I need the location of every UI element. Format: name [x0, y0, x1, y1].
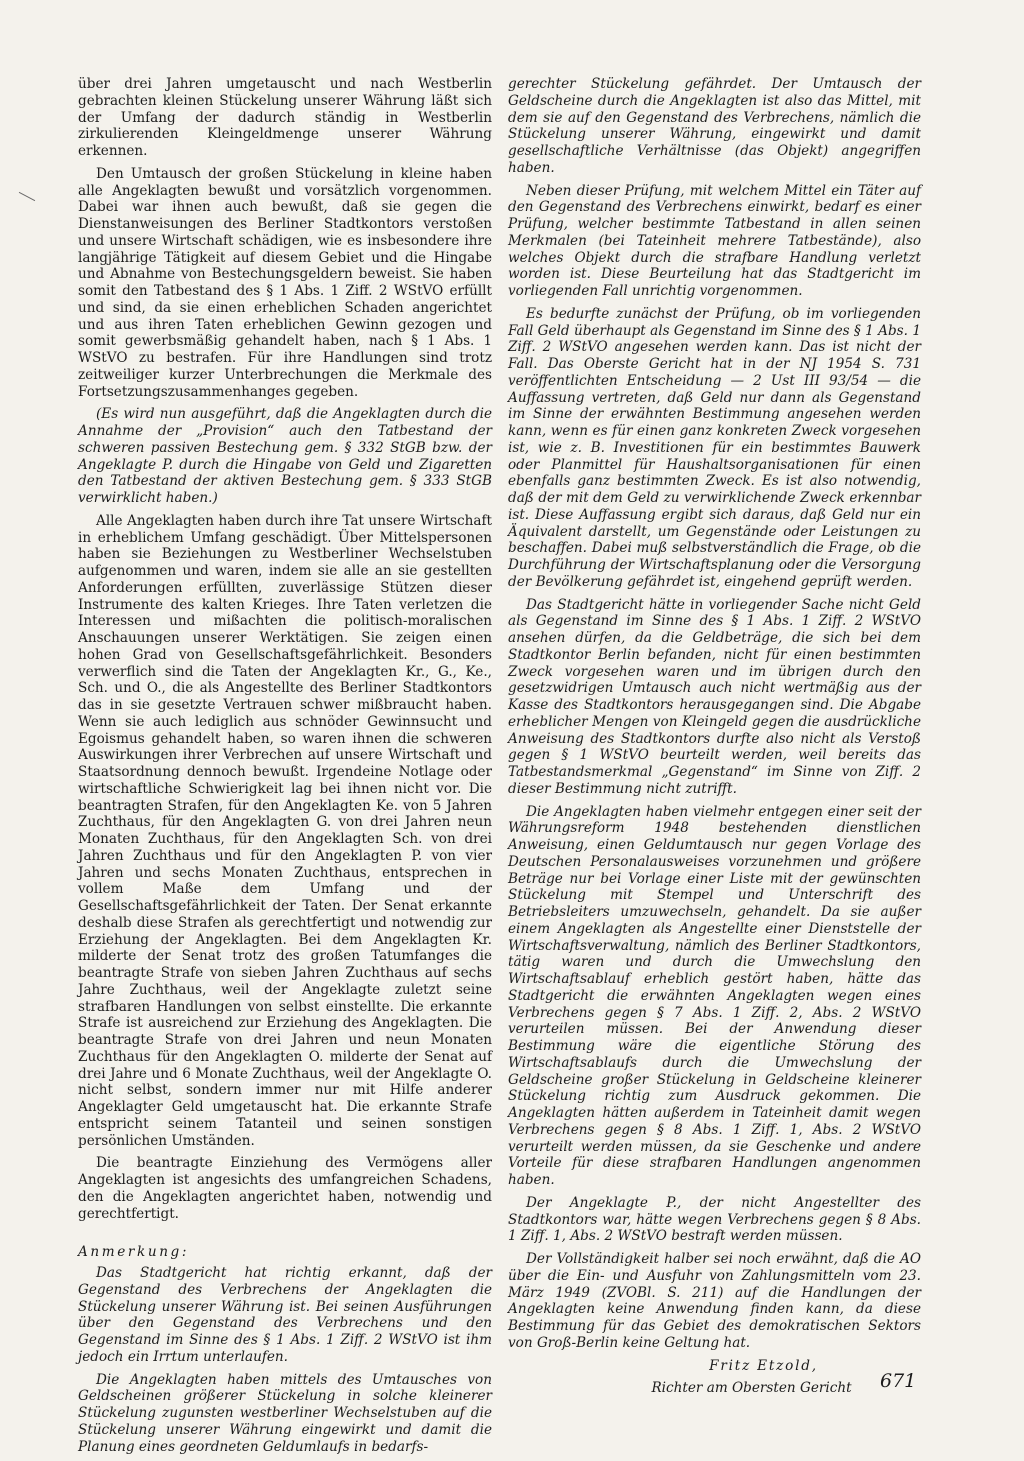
paragraph: über drei Jahren umgetauscht und nach Westberlin gebrachten kleinen Stückelung unserer Währung läßt sich der Umfang der dadurch ständig in Westberlin zirkulierenden Kleingeldmenge unserer Währung erkennen.	[78, 76, 492, 159]
annotation-heading: Anmerkung:	[78, 1244, 190, 1261]
paragraph: (Es wird nun ausgeführt, daß die Angeklagten durch die Annahme der „Provision“ auch den Tatbestand der schweren passiven Bestechung gem. § 332 StGB bzw. der Angeklagte P. durch die Hingabe von Geld und Zigaretten den Tatbestand der aktiven Bestechung gem. § 333 StGB verwirklicht haben.)	[78, 406, 492, 506]
paragraph: Der Angeklagte P., der nicht Angestellter des Stadtkontors war, hätte wegen Verbrechens gegen § 8 Abs. 1 Ziff. 1, Abs. 2 WStVO bestraft werden müssen.	[508, 1194, 921, 1245]
signature-name: Fritz Etzold,	[709, 1357, 818, 1374]
paragraph: Den Umtausch der großen Stückelung in kleine haben alle Angeklagten bewußt und vorsätzlich vorgenommen. Dabei war ihnen auch bewußt, daß sie gegen die Dienstanweisungen des Berliner Stadtkontors verstoßen und unsere Wirtschaft schädigen, wie es insbesondere ihre langjährige Tätigkeit auf diesem Gebiet und die Hingabe und Abnahme von Bestechungsgeldern beweist. Sie haben somit den Tatbestand des § 1 Abs. 1 Ziff. 2 WStVO erfüllt und sind, da sie einen erheblichen Schaden angerichtet und aus ihren Taten erheblichen Gewinn gezogen und somit gewerbsmäßig gehandelt haben, nach § 1 Abs. 1 WStVO zu bestrafen. Für ihre Handlungen sind trotz zeitweiliger kurzer Unterbrechungen die Merkmale des Fortsetzungszusammenhanges gegeben.	[78, 165, 492, 400]
paragraph: Der Vollständigkeit halber sei noch erwähnt, daß die AO über die Ein- und Ausfuhr von Zahlungsmitteln vom 23. März 1949 (ZVOBl. S. 211) auf die Handlungen der Angeklagten keine Anwendung finden kann, da diese Bestimmung für das Gebiet des demokratischen Sektors von Groß-Berlin keine Geltung hat.	[508, 1251, 921, 1351]
left-column	[78, 76, 492, 1461]
margin-mark	[19, 192, 35, 201]
paragraph: Die beantragte Einziehung des Vermögens aller Angeklagten ist angesichts des umfangreichen Schadens, den die Angeklagten angerichtet haben, notwendig und gerechtfertigt.	[78, 1155, 492, 1222]
paragraph: Das Stadtgericht hat richtig erkannt, daß der Gegenstand des Verbrechens der Angeklagten die Stückelung unserer Währung ist. Bei seinen Ausführungen über den Gegenstand des Verbrechens und den Gegenstand im Sinne des § 1 Abs. 1 Ziff. 2 WStVO ist ihm jedoch ein Irrtum unterlaufen.	[78, 1265, 492, 1365]
paragraph: Die Angeklagten haben mittels des Umtausches von Geldscheinen größerer Stückelung in solche kleinerer Stückelung zugunsten westberliner Wechselstuben auf die Stückelung unserer Währung eingewirkt und damit die Planung eines geordneten Geldumlaufs in bedarfs-	[78, 1371, 492, 1455]
paragraph: Neben dieser Prüfung, mit welchem Mittel ein Täter auf den Gegenstand des Verbrechens einwirkt, bedarf es einer Prüfung, welcher bestimmte Tatbestand in allen seinen Merkmalen (bei Tateinheit mehrere Tatbestände), also welches Objekt durch die strafbare Handlung verletzt worden ist. Diese Beurteilung hat das Stadtgericht im vorliegenden Fall unrichtig vorgenommen.	[508, 182, 921, 299]
signature-title: Richter am Obersten Gericht	[651, 1380, 852, 1397]
paragraph: Das Stadtgericht hätte in vorliegender Sache nicht Geld als Gegenstand im Sinne des § 1 Abs. 1 Ziff. 2 WStVO ansehen dürfen, da die Geldbeträge, die sich bei dem Stadtkontor Berlin befanden, nicht für einen bestimmten Zweck vorgesehen waren und im übrigen durch den gesetzwidrigen Umtausch auch nicht wertmäßig aus der Kasse des Stadtkontors herausgegangen sind. Die Abgabe erheblicher Mengen von Kleingeld gegen die ausdrückliche Anweisung des Stadtkontors durfte also nicht als Verstoß gegen § 1 WStVO beurteilt werden, weil bereits das Tatbestandsmerkmal „Gegenstand“ im Sinne von Ziff. 2 dieser Bestimmung nicht zutrifft.	[508, 596, 921, 797]
paragraph: Es bedurfte zunächst der Prüfung, ob im vorliegenden Fall Geld überhaupt als Gegenstand im Sinne des § 1 Abs. 1 Ziff. 2 WStVO angesehen werden kann. Das ist nicht der Fall. Das Oberste Gericht hat in der NJ 1954 S. 731 veröffentlichten Entscheidung — 2 Ust III 93/54 — die Auffassung vertreten, daß Geld nur dann als Gegenstand im Sinne der erwähnten Bestimmung angesehen werden kann, wenn es für einen ganz konkreten Zweck vorgesehen ist, wie z. B. Investitionen für ein bestimmtes Bauwerk oder Planmittel für Haushaltsorganisationen für einen ebenfalls ganz bestimmten Zweck. Es ist also notwendig, daß der mit dem Geld zu verwirklichende Zweck erkennbar ist. Diese Auffassung ergibt sich daraus, daß Geld nur ein Äquivalent darstellt, um Gegenstände oder Leistungen zu beschaffen. Dabei muß selbstverständlich die Frage, ob die Durchführung der Wirtschaftsplanung oder die Versorgung der Bevölkerung gefährdet ist, eingehend geprüft werden.	[508, 305, 921, 590]
page-number: 671	[880, 1370, 917, 1392]
right-column	[508, 76, 921, 1403]
paragraph: Alle Angeklagten haben durch ihre Tat unsere Wirtschaft in erheblichem Umfang geschädigt. Über Mittelspersonen haben sie Beziehungen zu Westberliner Wechselstuben aufgenommen und waren, indem sie alle an sie gestellten Anforderungen erfüllten, zuverlässige Stützen dieser Instrumente des kalten Krieges. Ihre Taten verletzen die Interessen und mißachten die politisch-moralischen Anschauungen unserer Werktätigen. Sie zeigen einen hohen Grad von Gesellschaftsgefährlichkeit. Besonders verwerflich sind die Taten der Angeklagten Kr., G., Ke., Sch. und O., die als Angestellte des Berliner Stadtkontors das in sie gesetzte Vertrauen schwer mißbraucht haben. Wenn sie auch lediglich aus schnöder Gewinnsucht und Egoismus gehandelt haben, so waren ihnen die schweren Auswirkungen ihrer Verbrechen auf unsere Wirtschaft und Staatsordnung dennoch bewußt. Irgendeine Notlage oder wirtschaftliche Schwierigkeit lag bei ihnen nicht vor. Die beantragten Strafen, für den Angeklagten Ke. von 5 Jahren Zuchthaus, für den Angeklagten G. von drei Jahren neun Monaten Zuchthaus, für den Angeklagten Sch. von drei Jahren Zuchthaus und für den Angeklagten P. von vier Jahren und sechs Monaten Zuchthaus, entsprechen in vollem Maße dem Umfang und der Gesellschaftsgefährlichkeit der Taten. Der Senat erkannte deshalb diese Strafen als gerechtfertigt und notwendig zur Erziehung der Angeklagten. Bei dem Angeklagten Kr. milderte der Senat trotz des großen Tatumfanges die beantragte Strafe von sieben Jahren Zuchthaus auf sechs Jahre Zuchthaus, weil der Angeklagte zuletzt seine strafbaren Handlungen von selbst einstellte. Die erkannte Strafe ist ausreichend zur Erziehung des Angeklagten. Die beantragte Strafe von drei Jahren und neun Monaten Zuchthaus für den Angeklagten O. milderte der Senat auf drei Jahre und 6 Monate Zuchthaus, weil der Angeklagte O. nicht selbst, sondern immer nur mit Hilfe anderer Angeklagter Geld umgetauscht hat. Die erkannte Strafe entspricht seinem Tatanteil und seinen sonstigen persönlichen Umständen.	[78, 512, 492, 1149]
paragraph: gerechter Stückelung gefährdet. Der Umtausch der Geldscheine durch die Angeklagten ist also das Mittel, mit dem sie auf den Gegenstand des Verbrechens, nämlich die Stückelung unserer Währung, eingewirkt und damit gesellschaftliche Verhältnisse (das Objekt) angegriffen haben.	[508, 76, 921, 176]
paragraph: Die Angeklagten haben vielmehr entgegen einer seit der Währungsreform 1948 bestehenden dienstlichen Anweisung, einen Geldumtausch nur gegen Vorlage des Deutschen Personalausweises vorzunehmen und größere Beträge nur bei Vorlage einer Liste mit der gewünschten Stückelung mit Stempel und Unterschrift des Betriebsleiters umzuwechseln, gehandelt. Da sie außer einem Angeklagten als Angestellte einer Dienststelle der Wirtschaftsverwaltung, nämlich des Berliner Stadtkontors, tätig waren und durch die Umwechslung den Wirtschaftsablauf erheblich gestört haben, hätte das Stadtgericht die erwähnten Angeklagten wegen eines Verbrechens gegen § 7 Abs. 1 Ziff. 2, Abs. 2 WStVO verurteilen müssen. Bei der Anwendung dieser Bestimmung wäre die eigentliche Störung des Wirtschaftsablaufs durch die Umwechslung der Geldscheine großer Stückelung in Geldscheine kleinerer Stückelung richtig zum Ausdruck gekommen. Die Angeklagten hätten außerdem in Tateinheit damit wegen Verbrechens gegen § 8 Abs. 1 Ziff. 1, Abs. 2 WStVO verurteilt werden müssen, da sie Geschenke und andere Vorteile für diese strafbaren Handlungen angenommen haben.	[508, 803, 921, 1188]
